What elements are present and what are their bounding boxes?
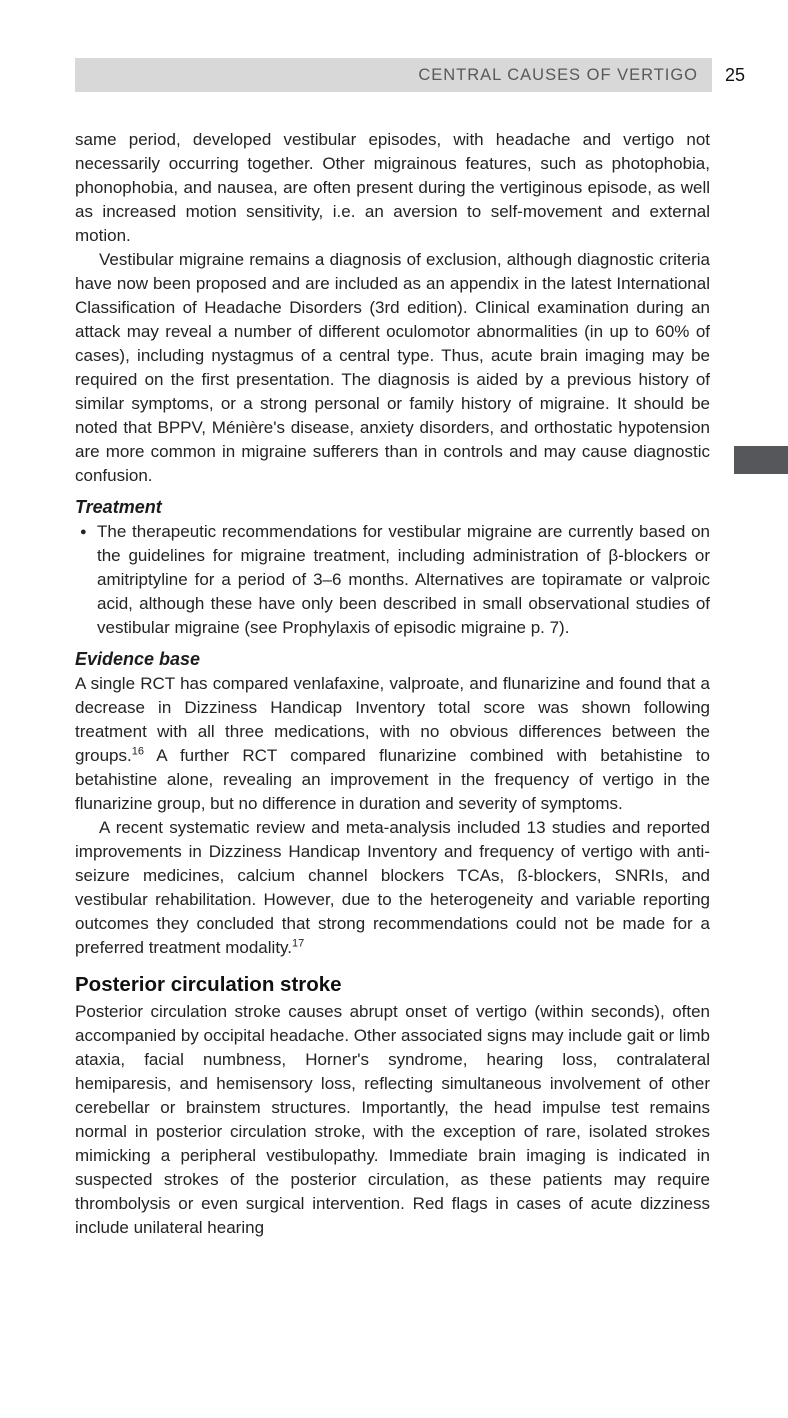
paragraph-text: A further RCT compared flunarizine combined with betahistine to betahistine alone, revealing an improvement in the frequency of vertigo in the flunarizine group, but no difference in duration and severity of symptoms. bbox=[75, 746, 710, 813]
header-title: CENTRAL CAUSES OF VERTIGO bbox=[418, 65, 698, 84]
running-header bbox=[75, 58, 788, 92]
bullet-text: The therapeutic recommendations for vestibular migraine are currently based on the guidelines for migraine treatment, including administration of β-blockers or amitriptyline for a period of 3–6 months. Alternatives are topiramate or valproic acid, although these have only been described in small observational studies of vestibular migraine (see Prophylaxis of episodic migraine p. 7). bbox=[97, 522, 710, 637]
paragraph-intro: same period, developed vestibular episodes, with headache and vertigo not necessarily occurring together. Other migrainous features, such as photophobia, phonophobia, and nausea, are often present during the vertiginous episode, as well as increased motion sensitivity, i.e. an aversion to self-movement and external motion. bbox=[75, 130, 710, 245]
page-content bbox=[75, 128, 710, 1240]
paragraph-evidence-2 bbox=[75, 816, 710, 960]
footnote-ref-17: 17 bbox=[292, 937, 305, 950]
paragraph-evidence-1 bbox=[75, 672, 710, 816]
treatment-bullet-list bbox=[75, 520, 710, 640]
header-bar bbox=[75, 58, 712, 92]
list-item bbox=[75, 520, 710, 640]
paragraph-text: A recent systematic review and meta-analysis included 13 studies and reported improvements in Dizziness Handicap Inventory and frequency of vertigo with anti-seizure medicines, calcium channel blockers TCAs, ß-blockers, SNRIs, and vestibular rehabilitation. However, due to the heterogeneity and variable reporting outcomes they concluded that strong recommendations could not be made for a preferred treatment modality. bbox=[75, 818, 710, 957]
section-heading-treatment: Treatment bbox=[75, 497, 162, 517]
thumb-index-tab bbox=[734, 446, 788, 474]
page-number: 25 bbox=[725, 64, 746, 85]
footnote-ref-16: 16 bbox=[131, 745, 144, 758]
bullet-icon: ● bbox=[80, 526, 87, 538]
paragraph-text: A single RCT has compared venlafaxine, valproate, and flunarizine and found that a decrease in Dizziness Handicap Inventory total score was shown following treatment with all three medications, with no obvious differences between the groups. bbox=[75, 674, 710, 765]
paragraph-vestibular-migraine: Vestibular migraine remains a diagnosis of exclusion, although diagnostic criteria have now been proposed and are included as an appendix in the latest International Classification of Headache Disorders (3rd edition). Clinical examination during an attack may reveal a number of different oculomotor abnormalities (in up to 60% of cases), including nystagmus of a central type. Thus, acute brain imaging may be required on the first presentation. The diagnosis is aided by a previous history of similar symptoms, or a strong personal or family history of migraine. It should be noted that BPPV, Ménière's disease, anxiety disorders, and orthostatic hypotension are more common in migraine sufferers than in controls and may cause diagnostic confusion. bbox=[75, 250, 710, 485]
section-heading-evidence-base: Evidence base bbox=[75, 649, 201, 669]
section-heading-posterior-circulation-stroke: Posterior circulation stroke bbox=[75, 973, 342, 996]
paragraph-posterior-circulation-stroke: Posterior circulation stroke causes abrupt onset of vertigo (within seconds), often accompanied by occipital headache. Other associated signs may include gait or limb ataxia, facial numbness, Horner's syndrome, hearing loss, contralateral hemiparesis, and hemisensory loss, reflecting simultaneous involvement of other cerebellar or brainstem structures. Importantly, the head impulse test remains normal in posterior circulation stroke, with the exception of rare, isolated strokes mimicking a peripheral vestibulopathy. Immediate brain imaging is indicated in suspected strokes of the posterior circulation, as these patients may require thrombolysis or even surgical intervention. Red flags in cases of acute dizziness include unilateral hearing bbox=[75, 1002, 711, 1237]
